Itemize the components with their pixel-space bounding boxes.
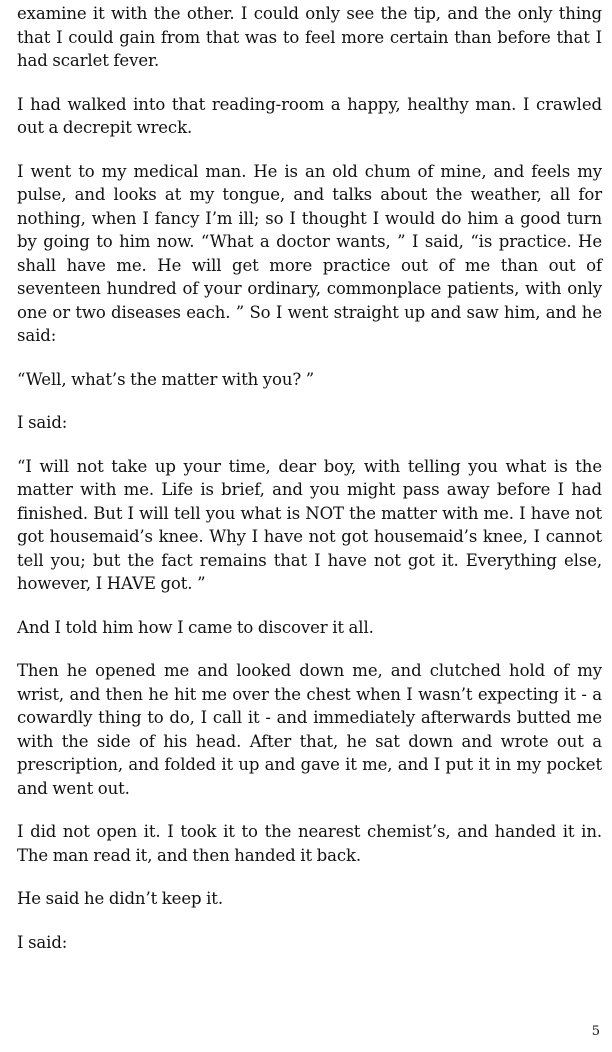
paragraph: I did not open it. I took it to the nearest chemist’s, and handed it in. The man read it, and then handed it back. bbox=[17, 822, 602, 865]
paragraph: I went to my medical man. He is an old chum of mine, and feels my pulse, and looks at my tongue, and talks about the weather, all for nothing, when I fancy I’m ill; so I thought I would do him a good turn by going to him now. “What a doctor wants, ” I said, “is practice. He shall have me. He will get more practice out of me than out of seventeen hundred of your ordinary, commonplace patients, with only one or two diseases each. ” So I went straight up and saw him, and he said: bbox=[17, 161, 602, 345]
paragraph: I said: bbox=[17, 932, 68, 952]
paragraph: “Well, what’s the matter with you? ” bbox=[17, 369, 315, 389]
paragraph: And I told him how I came to discover it all. bbox=[17, 617, 374, 637]
paragraph: I said: bbox=[17, 413, 68, 432]
paragraph: I had walked into that reading-room a happy, healthy man. I crawled out a decrepit wreck. bbox=[17, 94, 602, 137]
body-text bbox=[17, 2, 602, 974]
paragraph: Then he opened me and looked down me, and clutched hold of my wrist, and then he hit me over the chest when I wasn’t expecting it - a cowardly thing to do, I call it - and immediately afterwards butted me with the side of his head. After that, he sat down and wrote out a prescription, and folded it up and gave it me, and I put it in my pocket and went out. bbox=[17, 661, 602, 798]
paragraph: “I will not take up your time, dear boy, with telling you what is the matter with me. Life is brief, and you might pass away before I had finished. But I will tell you what is NOT the matter with me. I have not got housemaid’s knee. Why I have not got housemaid’s knee, I cannot tell you; but the fact remains that I have not got it. Everything else, however, I HAVE got. ” bbox=[17, 456, 602, 593]
page-number: 5 bbox=[591, 1024, 600, 1039]
paragraph: He said he didn’t keep it. bbox=[17, 889, 223, 908]
paragraph: examine it with the other. I could only see the tip, and the only thing that I could gain from that was to feel more certain than before that I had scarlet fever. bbox=[17, 4, 602, 70]
